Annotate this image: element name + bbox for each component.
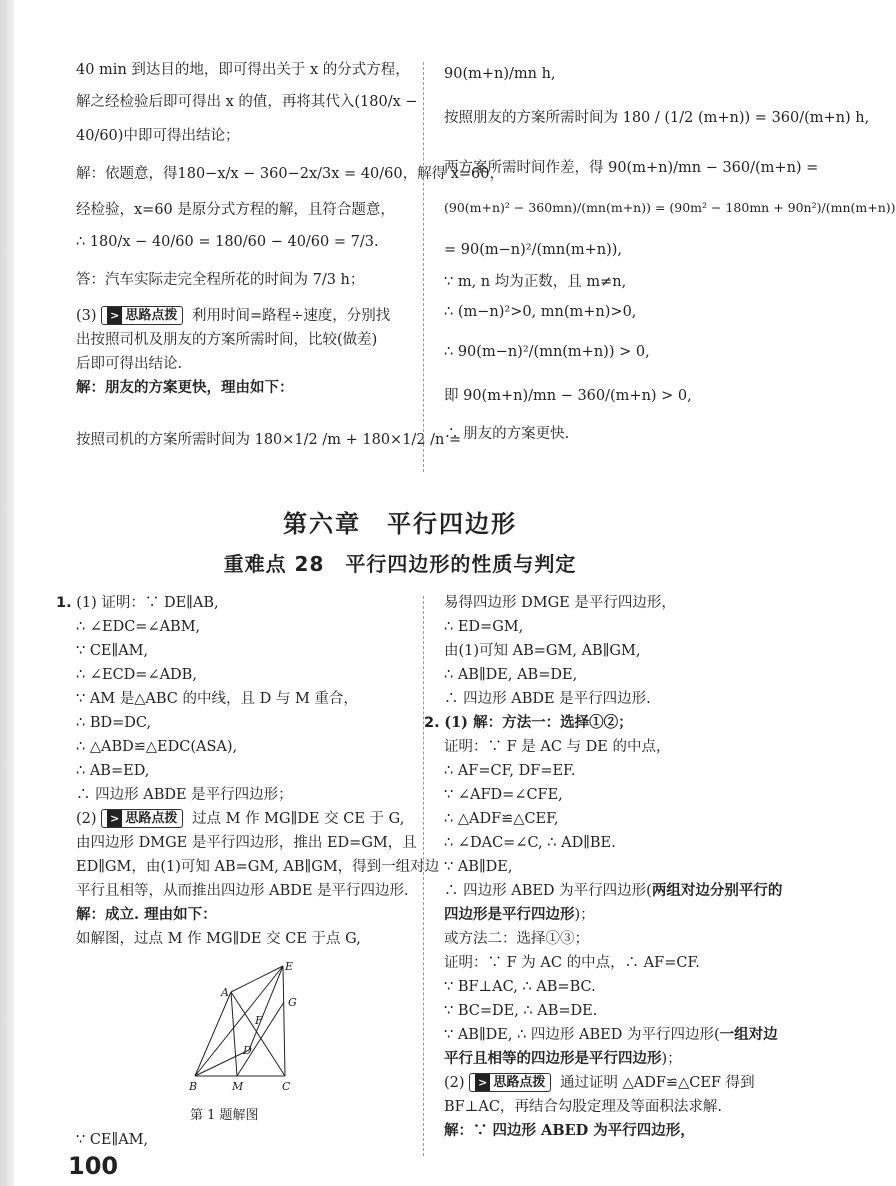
line-DE xyxy=(249,966,283,1050)
text-line: 解之经检验后即可得出 x 的值，再将其代入(180/x − xyxy=(76,94,418,110)
text-line: ∴ △ADF≌△CEF, xyxy=(444,811,559,827)
hint-badge: > 思路点拨 xyxy=(101,809,183,828)
theorem-line: ∵ AB∥DE, ∴ 四边形 ABED 为平行四边形(一组对边平行且相等的四边形是平行四边形)； xyxy=(444,1026,778,1067)
theorem-text: 一组对边平行且相等的四边形是平行四边形 xyxy=(444,1026,778,1067)
right-bottom-column xyxy=(424,591,784,1143)
label-A: A xyxy=(221,986,229,999)
label-F: F xyxy=(255,1014,263,1027)
solution-line: 解：依题意，得180−x/x − 360−2x/3x = 40/60，解得 x=60， xyxy=(76,166,504,182)
column-divider xyxy=(423,62,424,472)
answer-line: 答：汽车实际走完全程所花的时间为 7/3 h； xyxy=(76,272,365,288)
text-line: 经检验，x=60 是原分式方程的解，且符合题意， xyxy=(76,202,395,218)
hint-text: 通过证明 △ADF≌△CEF 得到 xyxy=(560,1075,755,1091)
hint-badge: > 思路点拨 xyxy=(101,306,183,325)
label-M: M xyxy=(232,1080,244,1093)
hint-text: 过点 M 作 MG∥DE 交 CE 于 G, xyxy=(192,811,405,827)
text-line: ∴ AF=CF, DF=EF. xyxy=(444,763,576,779)
problem-2-line xyxy=(424,711,784,735)
line-AM xyxy=(231,992,237,1076)
text-line: ∵ ∠AFD=∠CFE, xyxy=(444,787,563,803)
text-line: ∵ BC=DE, ∴ AB=DE. xyxy=(444,1003,598,1019)
label-C: C xyxy=(282,1080,291,1093)
text-line: BF⊥AC，再结合勾股定理及等面积法求解. xyxy=(444,1099,723,1115)
text-line: 如解图，过点 M 作 MG∥DE 交 CE 于点 G, xyxy=(76,931,361,947)
solution-line: (1) 解：方法一：选择①②； xyxy=(444,714,633,731)
problem-number: 2. xyxy=(424,715,440,731)
arrow-right-icon: > xyxy=(107,810,122,827)
text-line: 或方法二：选择①③； xyxy=(444,931,589,947)
hint-text: 利用时间=路程÷速度，分别找 xyxy=(192,308,391,324)
math-line: 即 90(m+n)/mn − 360/(m+n) > 0, xyxy=(444,388,692,404)
problem-1-line xyxy=(56,591,416,615)
text-line: (1) 证明：∵ DE∥AB, xyxy=(76,595,219,611)
chapter-title: 第六章 平行四边形 xyxy=(283,510,517,538)
label-D: D xyxy=(243,1044,252,1057)
solution-line: 解：朋友的方案更快，理由如下： xyxy=(76,379,294,396)
page-number: 100 xyxy=(68,1152,119,1180)
page-binding-edge xyxy=(0,0,14,1186)
label-B: B xyxy=(189,1080,198,1093)
text-line: 两方案所需时间作差，得 90(m+n)/mn − 360/(m+n) = xyxy=(444,160,819,176)
figure-caption: 第 1 题解图 xyxy=(190,1108,259,1123)
text-line: 证明：∵ F 是 AC 与 DE 的中点， xyxy=(444,739,671,755)
arrow-right-icon: > xyxy=(475,1074,490,1091)
text-line: 平行且相等，从而推出四边形 ABDE 是平行四边形. xyxy=(76,883,409,899)
geometry-figure xyxy=(185,958,305,1128)
left-bottom-tail xyxy=(76,1128,416,1152)
text-line: ∴ ED=GM, xyxy=(444,619,524,635)
line-BD xyxy=(195,1050,249,1076)
text-line: ∴ BD=DC, xyxy=(76,715,152,731)
text-line: ∴ ∠DAC=∠C, ∴ AD∥BE. xyxy=(444,835,616,851)
text-line: ∴ 180/x − 40/60 = 180/60 − 40/60 = 7/3. xyxy=(76,234,379,250)
part-label: (2) xyxy=(444,1075,465,1091)
text-line: ∵ AB∥DE, xyxy=(444,859,513,875)
text-line: 证明：∵ F 为 AC 的中点，∴ AF=CF. xyxy=(444,955,700,971)
hint-line xyxy=(76,304,416,328)
text-line: 按照司机的方案所需时间为 180×1/2 /m + 180×1/2 /n = xyxy=(76,432,462,448)
text-line: ∵ CE∥AM, xyxy=(76,643,149,659)
arrow-right-icon: > xyxy=(107,307,122,324)
text-line: ∵ BF⊥AC, ∴ AB=BC. xyxy=(444,979,596,995)
label-E: E xyxy=(285,960,294,973)
text-line: ∴ 四边形 ABDE 是平行四边形； xyxy=(76,787,293,803)
text-line: ∴ 四边形 ABDE 是平行四边形. xyxy=(444,691,651,707)
text-line: 由(1)可知 AB=GM, AB∥GM, xyxy=(444,643,641,659)
left-bottom-column xyxy=(56,591,440,951)
text-line: ∴ ∠ECD=∠ADB, xyxy=(76,667,197,683)
text-line: ∴ AB=ED, xyxy=(76,763,150,779)
theorem-text: 两组对边分别平行的四边形是平行四边形 xyxy=(444,882,783,923)
math-line: ∴ 90(m−n)²/(mn(m+n)) > 0, xyxy=(444,344,650,360)
text-line: 40 min 到达目的地，即可得出关于 x 的分式方程， xyxy=(76,62,410,78)
section-title: 重难点 28 平行四边形的性质与判定 xyxy=(223,552,577,576)
conclusion-line: ∴ 朋友的方案更快. xyxy=(444,426,570,442)
text-line: ∴ ∠EDC=∠ABM, xyxy=(76,619,201,635)
line-EC xyxy=(283,966,285,1076)
hint-line xyxy=(56,807,416,831)
solution-line: 解：∵ 四边形 ABED 为平行四边形， xyxy=(444,1122,695,1139)
line-AC xyxy=(231,992,285,1076)
part-label: (3) xyxy=(76,308,97,324)
text-line: ∵ AM 是△ABC 的中线，且 D 与 M 重合， xyxy=(76,691,358,707)
text-line: 40/60)中即可得出结论； xyxy=(76,128,240,144)
part-label: (2) xyxy=(76,811,97,827)
text-line: 按照朋友的方案所需时间为 180 / (1/2 (m+n)) = 360/(m+n) h, xyxy=(444,110,870,126)
line-BA xyxy=(195,992,231,1076)
text-line: ∴ (m−n)²>0, mn(m+n)>0, xyxy=(444,304,637,320)
text-line: ∴ △ABD≌△EDC(ASA), xyxy=(76,739,238,755)
problem-number: 1. xyxy=(56,595,72,611)
line-BE xyxy=(195,966,283,1076)
text-line: 由四边形 DMGE 是平行四边形，推出 ED=GM，且 xyxy=(76,835,417,851)
solution-line: 解：成立. 理由如下： xyxy=(76,906,217,923)
text-line: 90(m+n)/mn h, xyxy=(444,66,556,82)
text-line: 易得四边形 DMGE 是平行四边形， xyxy=(444,595,676,611)
text-line: ∵ CE∥AM, xyxy=(76,1132,149,1148)
text-line: ∵ m, n 均为正数，且 m≠n, xyxy=(444,274,627,290)
text-line: ED∥GM，由(1)可知 AB=GM, AB∥GM，得到一组对边 xyxy=(76,859,440,875)
text-line: 后即可得出结论. xyxy=(76,356,183,372)
math-line: (90(m+n)² − 360mn)/(mn(m+n)) = (90m² − 180mn + 90n²)/(mn(m+n)) xyxy=(444,200,896,215)
text-line: 出按照司机及朋友的方案所需时间，比较(做差) xyxy=(76,332,378,348)
theorem-line: ∴ 四边形 ABED 为平行四边形(两组对边分别平行的四边形是平行四边形)； xyxy=(444,882,783,923)
hint-line xyxy=(424,1071,784,1095)
label-G: G xyxy=(288,996,297,1009)
math-line: = 90(m−n)²/(mn(m+n)), xyxy=(444,242,623,258)
right-top-column xyxy=(444,62,896,446)
line-AE xyxy=(231,966,283,992)
hint-badge: > 思路点拨 xyxy=(469,1073,551,1092)
text-line: ∴ AB∥DE, AB=DE, xyxy=(444,667,578,683)
